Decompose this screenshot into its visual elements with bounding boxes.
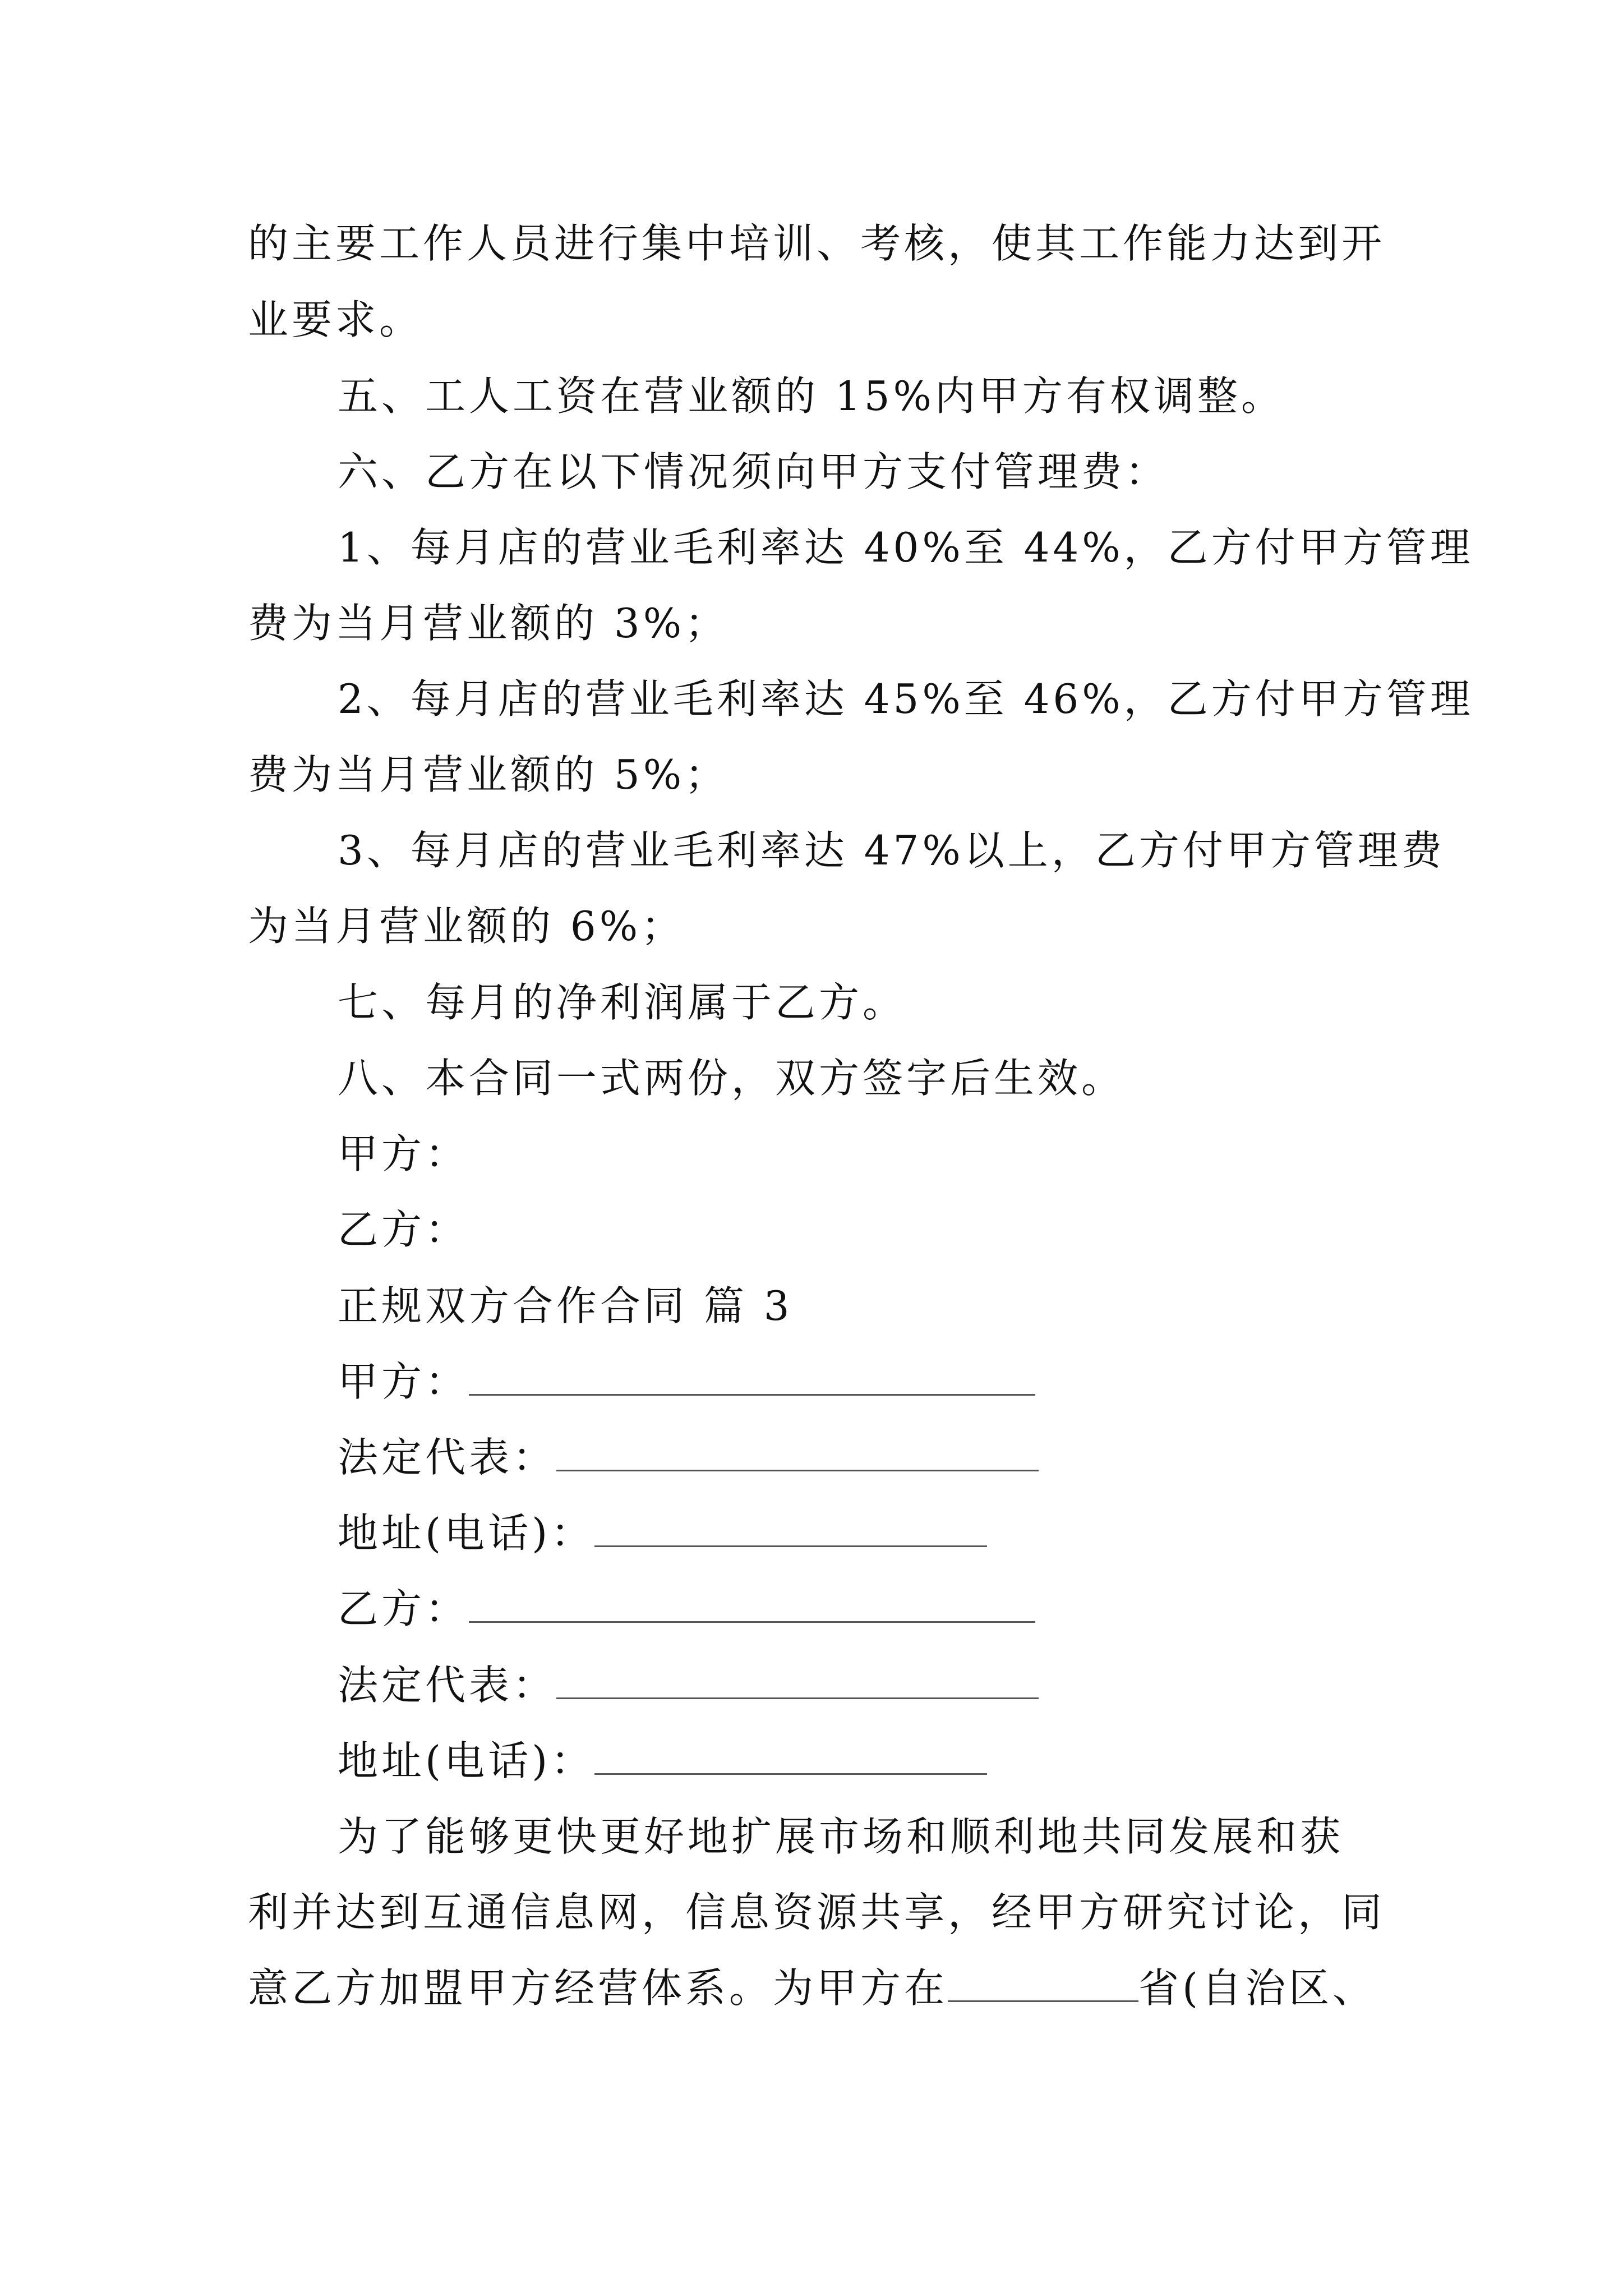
form-row-party-b-rep xyxy=(338,1657,1039,1713)
field-label: 地址(电话)： xyxy=(338,1737,595,1784)
field-label: 法定代表： xyxy=(338,1662,557,1709)
clause-six: 六、乙方在以下情况须向甲方支付管理费： xyxy=(338,448,1169,495)
clause-eight: 八、本合同一式两份，双方签字后生效。 xyxy=(338,1055,1126,1102)
field-label: 法定代表： xyxy=(338,1434,557,1481)
form-row-party-b-address xyxy=(338,1733,987,1789)
intro-text-end: 省(自治区、 xyxy=(1138,1964,1377,2012)
signature-party-a: 甲方： xyxy=(338,1130,469,1177)
party-a-rep-blank[interactable] xyxy=(556,1434,1039,1471)
text-line: 的主要工作人员进行集中培训、考核，使其工作能力达到开 xyxy=(248,220,1386,267)
intro-paragraph-line: 利并达到互通信息网，信息资源共享，经甲方研究讨论，同 xyxy=(248,1889,1386,1936)
clause-six-item-1: 1、每月店的营业毛利率达 40%至 44%，乙方付甲方管理 xyxy=(338,524,1474,571)
clause-seven: 七、每月的净利润属于乙方。 xyxy=(338,979,907,1026)
signature-party-b: 乙方： xyxy=(338,1206,469,1253)
party-b-blank[interactable] xyxy=(469,1585,1035,1623)
clause-six-item-2: 2、每月店的营业毛利率达 45%至 46%，乙方付甲方管理 xyxy=(338,675,1474,723)
text-line: 为当月营业额的 6%； xyxy=(248,903,685,950)
clause-five: 五、工人工资在营业额的 15%内甲方有权调整。 xyxy=(338,372,1285,420)
intro-paragraph-line: 为了能够更快更好地扩展市场和顺利地共同发展和获 xyxy=(338,1813,1344,1860)
party-a-blank[interactable] xyxy=(469,1358,1035,1396)
party-b-address-blank[interactable] xyxy=(594,1737,987,1775)
intro-text-start: 意乙方加盟甲方经营体系。为甲方在 xyxy=(248,1964,948,2012)
intro-paragraph-line xyxy=(248,1960,1376,2016)
form-row-party-a-rep xyxy=(338,1429,1039,1485)
section-title: 正规双方合作合同 篇 3 xyxy=(338,1282,793,1329)
text-line: 业要求。 xyxy=(248,296,423,343)
field-label: 乙方： xyxy=(338,1585,469,1632)
text-line: 费为当月营业额的 5%； xyxy=(248,751,729,798)
form-row-party-a-address xyxy=(338,1505,987,1561)
text-line: 费为当月营业额的 3%； xyxy=(248,600,729,647)
party-a-address-blank[interactable] xyxy=(594,1510,987,1547)
clause-six-item-3: 3、每月店的营业毛利率达 47%以上，乙方付甲方管理费 xyxy=(338,827,1445,874)
form-row-party-a xyxy=(338,1354,1035,1410)
field-label: 甲方： xyxy=(338,1358,469,1405)
form-row-party-b xyxy=(338,1581,1035,1637)
party-b-rep-blank[interactable] xyxy=(556,1662,1039,1699)
province-blank[interactable] xyxy=(948,1964,1138,2002)
field-label: 地址(电话)： xyxy=(338,1510,595,1557)
